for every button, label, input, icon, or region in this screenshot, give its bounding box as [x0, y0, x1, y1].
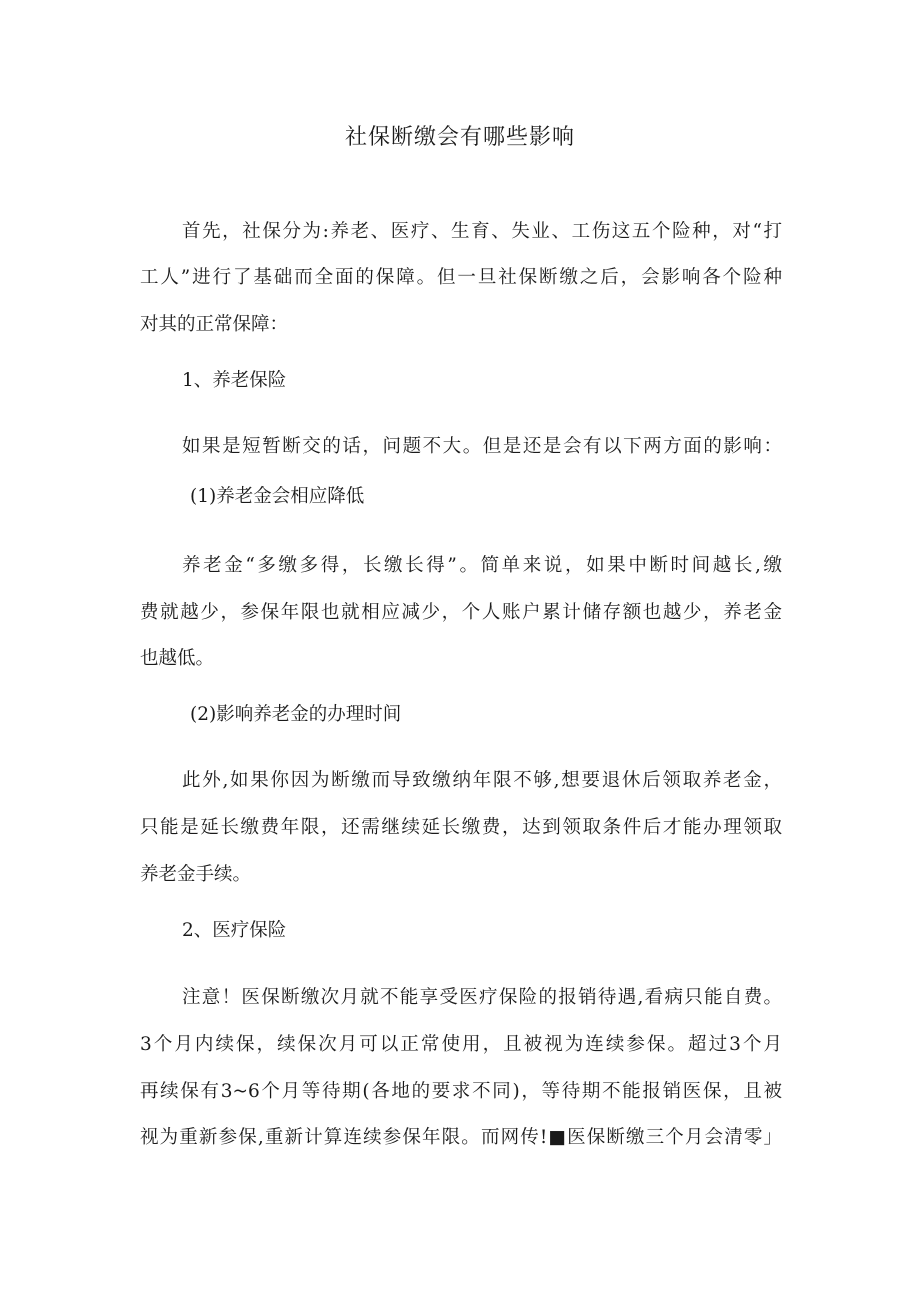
pension-item-1-line-1: 养老金“多缴多得，长缴长得”。简单来说，如果中断时间越长,缴: [182, 555, 782, 576]
medical-line-2: 3个月内续保，续保次月可以正常使用，且被视为连续参保。超过3个月: [140, 1034, 782, 1055]
pension-item-2-line-1: 此外,如果你因为断缴而导致缴纳年限不够,想要退休后领取养老金，: [182, 770, 782, 791]
intro-line-2: 工人”进行了基础而全面的保障。但一旦社保断缴之后，会影响各个险种: [140, 267, 782, 288]
pension-item-1-line-2: 费就越少，参保年限也就相应减少，个人账户累计储存额也越少，养老金: [140, 602, 782, 623]
intro-line-1: 首先，社保分为:养老、医疗、生育、失业、工伤这五个险种，对“打: [182, 221, 782, 242]
section-heading-medical: 2、医疗保险: [182, 920, 287, 941]
pension-item-2-heading: (2)影响养老金的办理时间: [190, 704, 402, 725]
medical-line-4: 视为重新参保,重新计算连续参保年限。而网传!■医保断缴三个月会清零」: [140, 1127, 782, 1148]
pension-item-2-line-3: 养老金手续。: [140, 864, 252, 885]
medical-line-3: 再续保有3~6个月等待期(各地的要求不同)，等待期不能报销医保，且被: [140, 1081, 782, 1102]
pension-item-1-line-3: 也越低。: [140, 648, 215, 669]
document-title: 社保断缴会有哪些影响: [344, 125, 575, 150]
pension-lead-line: 如果是短暂断交的话，问题不大。但是还是会有以下两方面的影响：: [182, 436, 782, 457]
pension-item-2-line-2: 只能是延长缴费年限，还需继续延长缴费，达到领取条件后才能办理领取: [140, 817, 782, 838]
medical-line-1: 注意！医保断缴次月就不能享受医疗保险的报销待遇,看病只能自费。: [182, 987, 782, 1008]
intro-line-3: 对其的正常保障：: [140, 314, 289, 335]
pension-item-1-heading: (1)养老金会相应降低: [190, 486, 365, 507]
section-heading-pension: 1、养老保险: [182, 370, 287, 391]
